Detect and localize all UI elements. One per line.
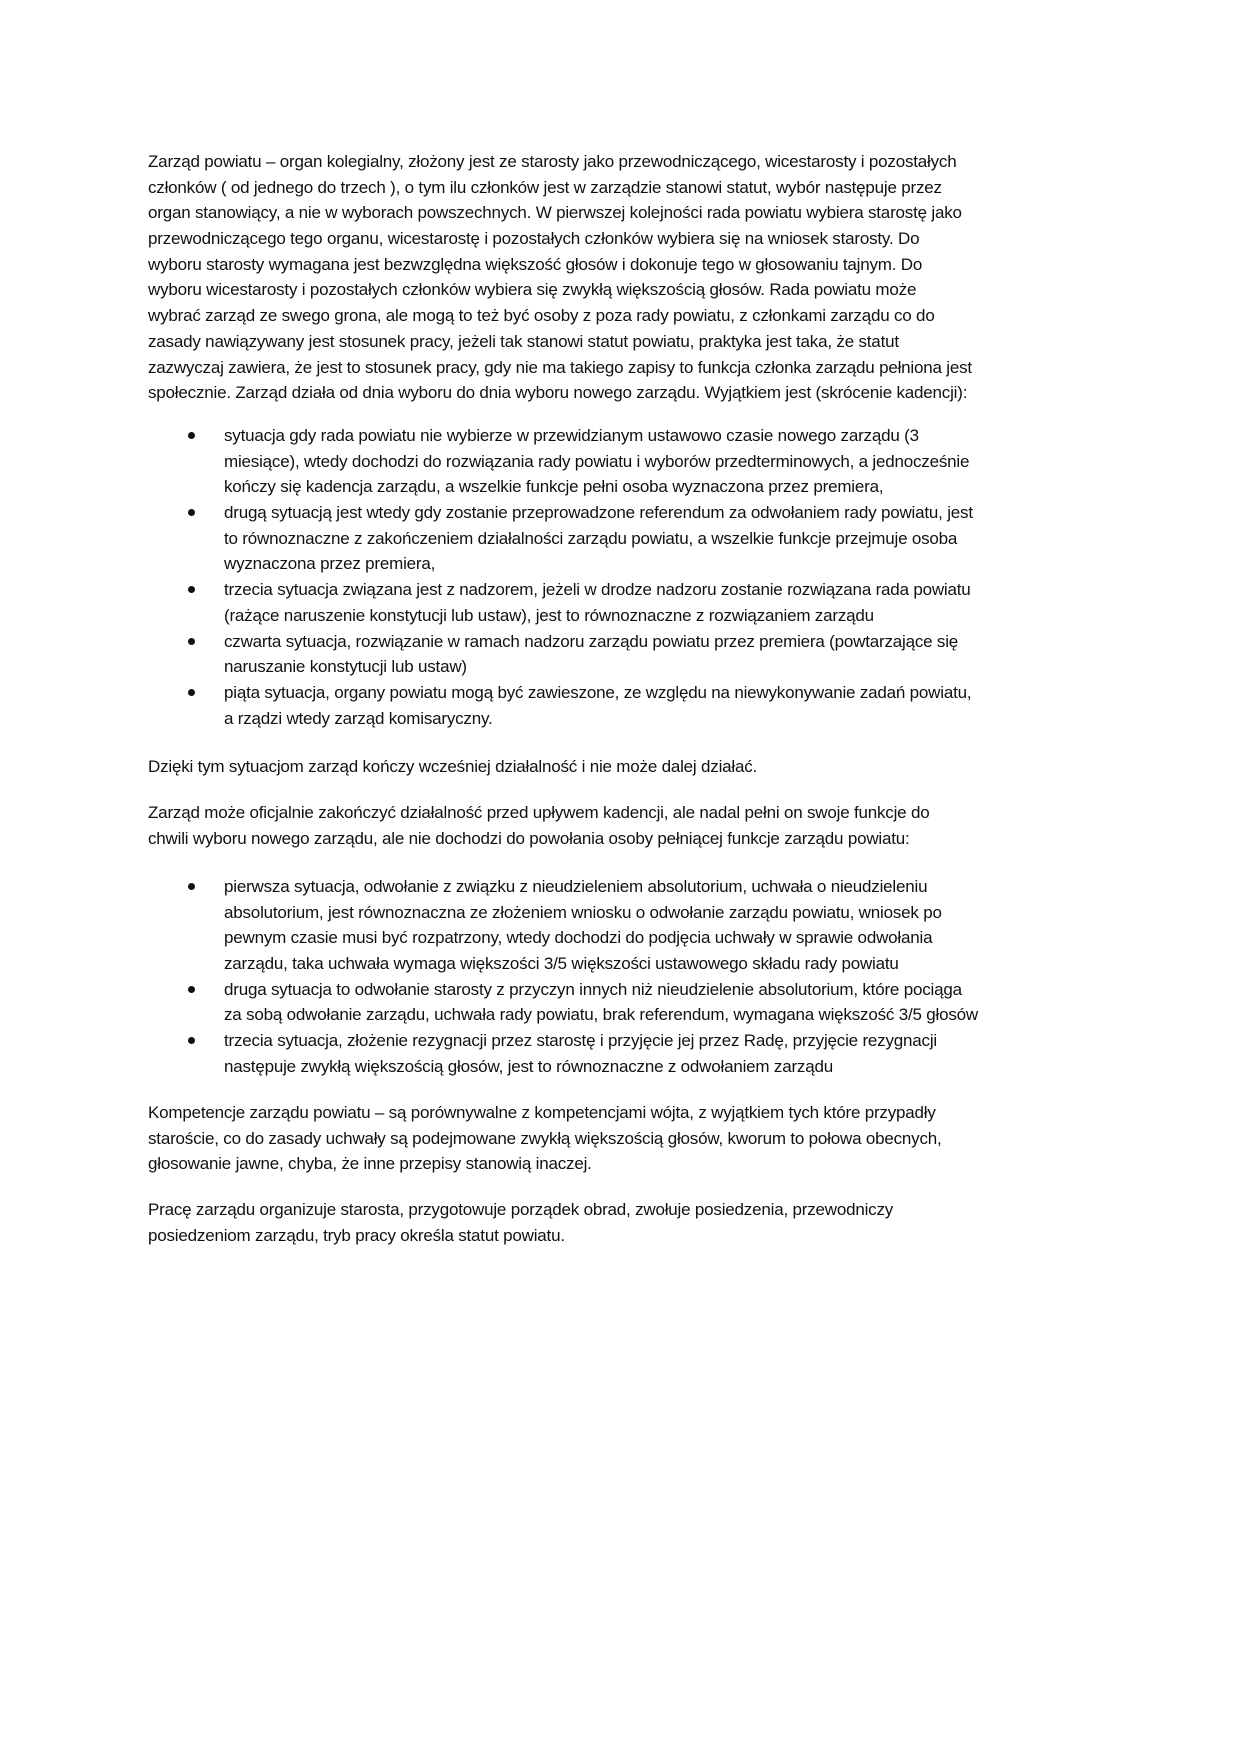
text-line: absolutorium, jest równoznaczna ze złożeniem wniosku o odwołanie zarządu powiatu, wniosek po xyxy=(224,902,942,922)
list-item xyxy=(148,680,1108,731)
list-odwolanie-zarzadu xyxy=(148,874,1108,1080)
text-line: wyznaczona przez premiera, xyxy=(224,554,436,574)
text-line: organ stanowiący, a nie w wyborach powszechnych. W pierwszej kolejności rada powiatu wybiera starostę jako xyxy=(148,203,962,223)
list-skrocenie-kadencji xyxy=(148,423,1108,731)
bullet-icon xyxy=(188,509,195,516)
text-line: zasady nawiązywany jest stosunek pracy, jeżeli tak stanowi statut powiatu, praktyka jest taka, że statut xyxy=(148,331,899,351)
text-line: (rażące naruszenie konstytucji lub ustaw), jest to równoznaczne z rozwiązaniem zarządu xyxy=(224,605,874,625)
list-item xyxy=(148,629,1108,680)
text-line: Pracę zarządu organizuje starosta, przygotowuje porządek obrad, zwołuje posiedzenia, przewodniczy xyxy=(148,1200,894,1219)
text-line: naruszanie konstytucji lub ustaw) xyxy=(224,657,467,677)
text-line: wyboru starosty wymagana jest bezwzględna większość głosów i dokonuje tego w głosowaniu tajnym. Do xyxy=(148,254,923,274)
text-line: druga sytuacja to odwołanie starosty z przyczyn innych niż nieudzielenie absolutorium, które pociąga xyxy=(224,979,962,999)
bullet-icon xyxy=(188,432,195,439)
paragraph-zakonczenie-dzialalnosci xyxy=(148,800,1108,851)
text-line: przewodniczącego tego organu, wicestarostę i pozostałych członków wybiera się na wniosek starosty. Do xyxy=(148,229,920,249)
text-line: pierwsza sytuacja, odwołanie z związku z nieudzieleniem absolutorium, uchwała o nieudzieleniu xyxy=(224,877,928,896)
text-line: kończy się kadencja zarządu, a wszelkie funkcje pełni osoba wyznaczona przez premiera, xyxy=(224,477,884,497)
text-line: drugą sytuacją jest wtedy gdy zostanie przeprowadzone referendum za odwołaniem rady powiatu, jest xyxy=(224,503,973,523)
list-item xyxy=(148,977,1108,1028)
text-line: trzecia sytuacja, złożenie rezygnacji przez starostę i przyjęcie jej przez Radę, przyjęcie rezygnacji xyxy=(224,1031,937,1051)
text-line: następuje zwykłą większością głosów, jest to równoznaczne z odwołaniem zarządu xyxy=(224,1056,833,1076)
text-line: Zarząd może oficjalnie zakończyć działalność przed upływem kadencji, ale nadal pełni on swoje funkcje do xyxy=(148,803,930,822)
text-line: trzecia sytuacja związana jest z nadzorem, jeżeli w drodze nadzoru zostanie rozwiązana rada powiatu xyxy=(224,580,971,600)
text-line: za sobą odwołanie zarządu, uchwała rady powiatu, brak referendum, wymagana większość 3/5 głosów xyxy=(224,1005,978,1025)
list-item xyxy=(148,1028,1108,1079)
text-line: wyboru wicestarosty i pozostałych członków wybiera się zwykłą większością głosów. Rada powiatu może xyxy=(148,280,917,300)
paragraph-zarzad-powiatu xyxy=(148,149,1108,406)
text-line: społecznie. Zarząd działa od dnia wyboru do dnia wyboru nowego zarządu. Wyjątkiem jest (skrócenie kadencji): xyxy=(148,383,968,403)
text-line: zarządu, taka uchwała wymaga większości 3/5 większości ustawowego składu rady powiatu xyxy=(224,954,899,974)
list-item xyxy=(148,577,1108,628)
text-line: Zarząd powiatu – organ kolegialny, złożony jest ze starosty jako przewodniczącego, wicestarosty i pozostałych xyxy=(148,152,957,171)
text-line: a rządzi wtedy zarząd komisaryczny. xyxy=(224,708,493,728)
text-line: Dzięki tym sytuacjom zarząd kończy wcześniej działalność i nie może dalej działać. xyxy=(148,757,758,776)
text-line: to równoznaczne z zakończeniem działalności zarządu powiatu, a wszelkie funkcje przejmuje osoba xyxy=(224,528,958,548)
bullet-icon xyxy=(188,638,195,645)
text-line: miesiące), wtedy dochodzi do rozwiązania rady powiatu i wyborów przedterminowych, a jednocześnie xyxy=(224,451,970,471)
paragraph-kompetencje xyxy=(148,1100,1108,1177)
bullet-icon xyxy=(188,986,195,993)
text-line: głosowanie jawne, chyba, że inne przepisy stanowią inaczej. xyxy=(148,1154,592,1174)
bullet-icon xyxy=(188,689,195,696)
text-line: czwarta sytuacja, rozwiązanie w ramach nadzoru zarządu powiatu przez premiera (powtarzające się xyxy=(224,631,959,651)
text-line: Kompetencje zarządu powiatu – są porównywalne z kompetencjami wójta, z wyjątkiem tych które przypadły xyxy=(148,1103,936,1122)
bullet-icon xyxy=(188,1037,195,1044)
text-line: zazwyczaj zawiera, że jest to stosunek pracy, gdy nie ma takiego zapisy to funkcja członka zarządu pełniona jest xyxy=(148,357,972,377)
text-line: chwili wyboru nowego zarządu, ale nie dochodzi do powołania osoby pełniącej funkcje zarządu powiatu: xyxy=(148,828,910,848)
text-line: posiedzeniom zarządu, tryb pracy określa statut powiatu. xyxy=(148,1225,565,1245)
list-item xyxy=(148,423,1108,500)
text-line: pewnym czasie musi być rozpatrzony, wtedy dochodzi do podjęcia uchwały w sprawie odwołania xyxy=(224,928,933,948)
text-line: sytuacja gdy rada powiatu nie wybierze w przewidzianym ustawowo czasie nowego zarządu (3 xyxy=(224,426,919,445)
bullet-icon xyxy=(188,586,195,593)
paragraph-dzieki-tym xyxy=(148,754,1108,780)
list-item xyxy=(148,500,1108,577)
bullet-icon xyxy=(188,883,195,890)
text-line: członków ( od jednego do trzech ), o tym ilu członków jest w zarządzie stanowi statut, wybór następuje przez xyxy=(148,177,942,197)
text-line: staroście, co do zasady uchwały są podejmowane zwykłą większością głosów, kworum to połowa obecnych, xyxy=(148,1128,942,1148)
paragraph-praca-zarzadu xyxy=(148,1197,1108,1248)
list-item xyxy=(148,874,1108,977)
text-line: wybrać zarząd ze swego grona, ale mogą to też być osoby z poza rady powiatu, z członkami zarządu co do xyxy=(148,306,935,326)
text-line: piąta sytuacja, organy powiatu mogą być zawieszone, ze względu na niewykonywanie zadań powiatu, xyxy=(224,682,972,702)
